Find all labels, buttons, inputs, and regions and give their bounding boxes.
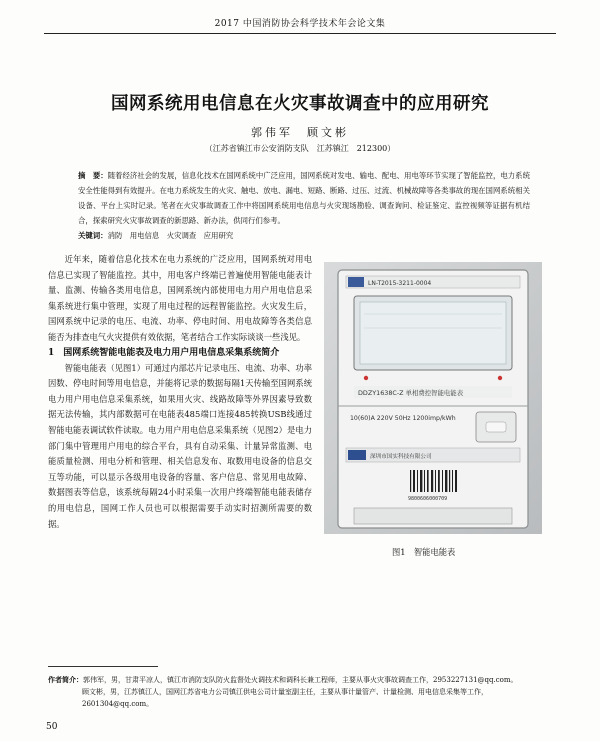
paper-title: 国网系统用电信息在火灾事故调查中的应用研究 (111, 94, 489, 114)
footnote-author-2 (48, 686, 546, 710)
header-rule (44, 33, 556, 34)
page-number: 50 (46, 722, 58, 732)
pulse-led (364, 376, 368, 380)
footnote-rule (48, 666, 158, 667)
terminal-cover (354, 508, 512, 524)
smart-meter-illustration (324, 262, 542, 534)
keywords-label: 关键词： (78, 231, 108, 240)
footnote-label: 作者简介： (48, 675, 83, 684)
footnote-text-2: 顾文彬，男，江苏镇江人，国网江苏省电力公司镇江供电公司计量室副主任，主要从事计量管产、计量检测、用电信息采集等工作，2601304@qq.com。 (82, 688, 488, 708)
body-column (48, 252, 312, 532)
figure-1-photo (324, 262, 542, 534)
alarm-led (498, 376, 502, 380)
meter-model: DDZY1638C-Z 单相费控智能电能表 (358, 389, 464, 397)
section-paragraph: 智能电能表（见图1）可通过内部芯片记录电压、电流、功率、功率因数、停电时间等用电信息，并能将记录的数据每隔1天传输至国网系统电力用户用电信息采集系统，如果用火灾、线路故障等外界因素导致数据无法传输，其内部数据可在电能表485端口连接485转换USB线通过智能电能表调试软件读取。电力用户用电信息采集系统（见图2）是电力部门集中管理用户用电的综合平台，具有自动采集、计量异常监测、电能质量检测、用电分析和管理、相关信息发布、取数用电设备的信息交互等功能，可以显示各级用电设备的容量、客户信息、常见用电故障、数据图表等信息，该系统每隔24小时采集一次用户终端智能电能表储存的用电信息，国网工作人员也可以根据需要手动实时招测所需要的数据。 (48, 362, 312, 529)
affiliation: （江苏省镇江市公安消防支队 江苏镇江 212300） (204, 144, 396, 153)
keywords (78, 230, 530, 241)
section-heading: 1 国网系统智能电能表及电力用户用电信息采集系统简介 (48, 347, 280, 358)
abstract-text: 随着经济社会的发展，信息化技术在国网系统中广泛应用，国网系统对发电、输电、配电、用电等环节实现了智能监控，电力系统安全性能得到有效提升。在电力系统发生的火灾、触电、放电、漏电、短路、断路、过压、过流、机械故障等各类事故的现在国网系统相关设备、平台上实时记录。笔者在火灾事故调查工作中将国网系统用电信息与火灾现场勘验、调查询问、检证鉴定、监控视频等证据有机结合，探索研究火灾事故调查的新思路、新办法，供同行们参考。 (78, 171, 530, 225)
meter-serial: 9800606000709 (408, 496, 448, 502)
meter-maker: 深圳市国实科技有限公司 (370, 454, 432, 460)
abstract-label: 摘 要： (78, 171, 108, 180)
footnote-author-1 (48, 674, 546, 686)
meter-spec: 10(60)A 220V 50Hz 1200imp/kWh (350, 415, 456, 422)
keywords-text: 消防 用电信息 火灾调查 应用研究 (107, 231, 234, 240)
figure-caption: 图1 智能电能表 (392, 547, 456, 557)
footnote-text-1: 郭伟军，男，甘肃平凉人，镇江市消防支队防火监督处火调技术和调科长兼工程师，主要从事火灾事故调查工作，2953227131@qq.com。 (83, 676, 518, 684)
meter-brand: LN-T2015-3211-0004 (368, 280, 432, 287)
authors: 郭伟军 顾文彬 (251, 126, 349, 139)
author-footnote (48, 674, 546, 710)
intro-paragraph: 近年来，随着信息化技术在电力系统的广泛应用，国网系统对用电信息已实现了智能监控。其中，用电客户终端已普遍使用智能电能表计量、监测、传输各类用电信息，国网系统内部使用电力用户用电信息采集系统进行集中管理，实现了用电过程的远程智能监控。火灾发生后，国网系统中记录的电压、电流、功率、停电时间、用电故障等各类信息能否为排查电气火灾提供有效依据，笔者结合工作实际谈谈一些浅见。 (48, 254, 312, 342)
running-head: 2017 中国消防协会科学技术年会论文集 (214, 19, 386, 29)
abstract (78, 168, 530, 228)
